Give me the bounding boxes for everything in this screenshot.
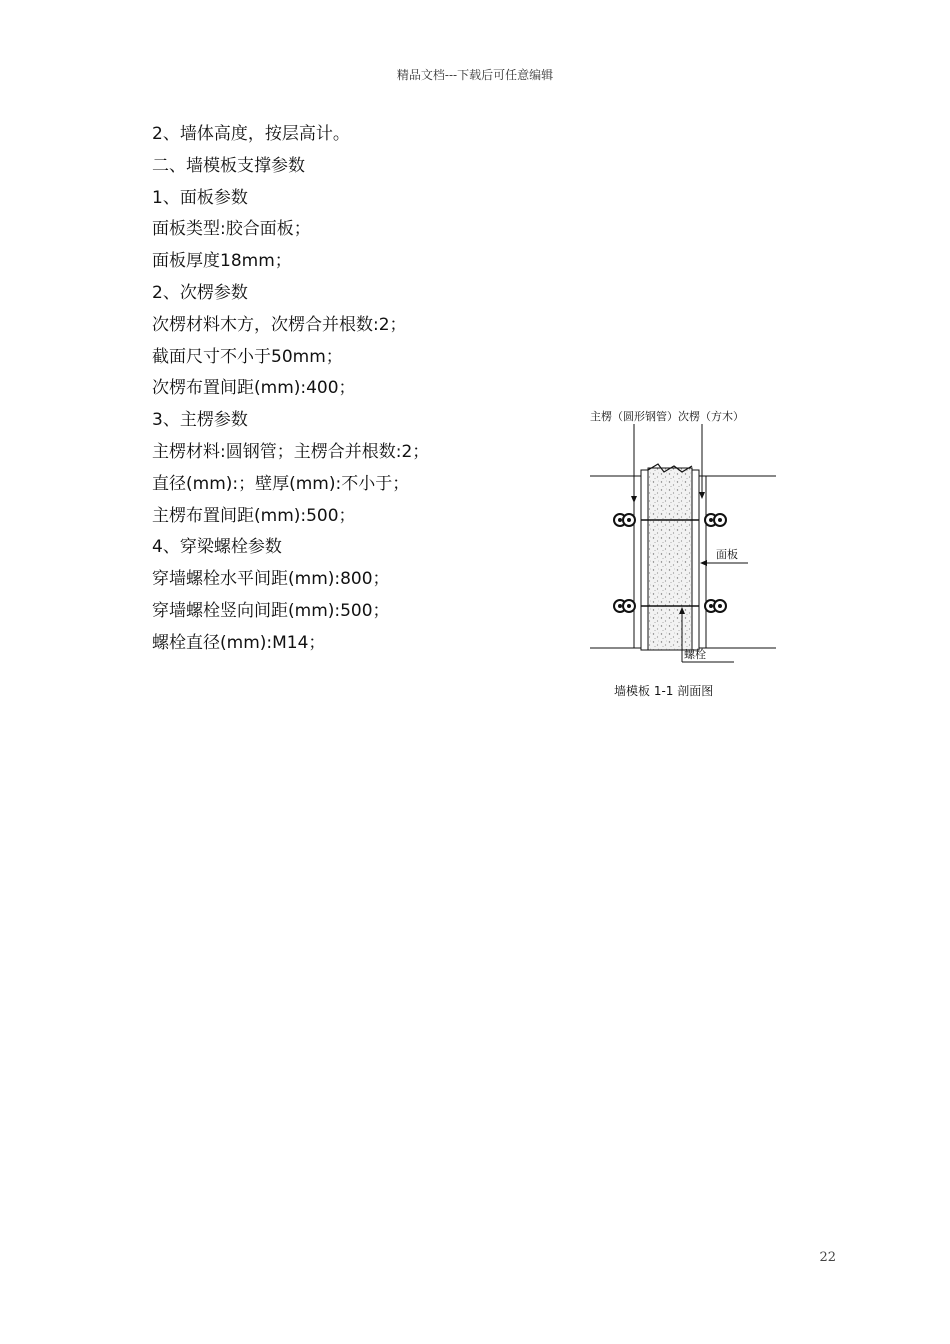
subsection-heading: 4、穿梁螺栓参数 xyxy=(152,537,282,558)
wall-formwork-section-figure xyxy=(588,400,778,710)
label-panel: 面板 xyxy=(716,548,738,561)
text-line: 面板厚度18mm； xyxy=(152,251,292,272)
panel-right xyxy=(692,470,699,650)
subsection-heading: 1、面板参数 xyxy=(152,187,248,208)
text-line: 穿墙螺栓竖向间距(mm):500； xyxy=(152,600,390,621)
main-beam-upper-right xyxy=(705,514,726,526)
text-line: 主楞布置间距(mm):500； xyxy=(152,505,356,526)
text-line: 2、墙体高度，按层高计。 xyxy=(152,124,350,144)
text-line: 穿墙螺栓水平间距(mm):800； xyxy=(152,569,390,590)
page-number: 22 xyxy=(819,1250,836,1265)
text-line: 直径(mm):；壁厚(mm):不小于； xyxy=(152,473,410,494)
text-line: 面板类型:胶合面板； xyxy=(152,219,311,240)
text-line: 主楞材料:圆钢管；主楞合并根数:2； xyxy=(152,441,430,462)
subsection-heading: 3、主楞参数 xyxy=(152,410,248,431)
concrete-wall xyxy=(648,468,692,650)
section-diagram xyxy=(588,400,778,710)
section-heading: 二、墙模板支撑参数 xyxy=(152,155,305,176)
page-header: 精品文档---下载后可任意编辑 xyxy=(396,68,554,82)
text-line: 截面尺寸不小于50mm； xyxy=(152,346,343,367)
text-line: 次楞材料木方，次楞合并根数:2； xyxy=(152,314,407,335)
main-beam-upper-left xyxy=(614,514,635,526)
text-line: 螺栓直径(mm):M14； xyxy=(152,632,326,653)
main-beam-lower-left xyxy=(614,600,635,612)
label-bolt: 螺栓 xyxy=(684,648,706,661)
secondary-beam-left xyxy=(634,476,641,648)
body-text xyxy=(152,119,582,660)
subsection-heading: 2、次楞参数 xyxy=(152,282,248,303)
label-main-secondary-beam: 主楞（圆形钢管）次楞（方木） xyxy=(590,410,744,423)
panel-left xyxy=(641,470,648,650)
figure-caption: 墙模板 1-1 剖面图 xyxy=(614,684,714,698)
text-line: 次楞布置间距(mm):400； xyxy=(152,378,356,399)
main-beam-lower-right xyxy=(705,600,726,612)
